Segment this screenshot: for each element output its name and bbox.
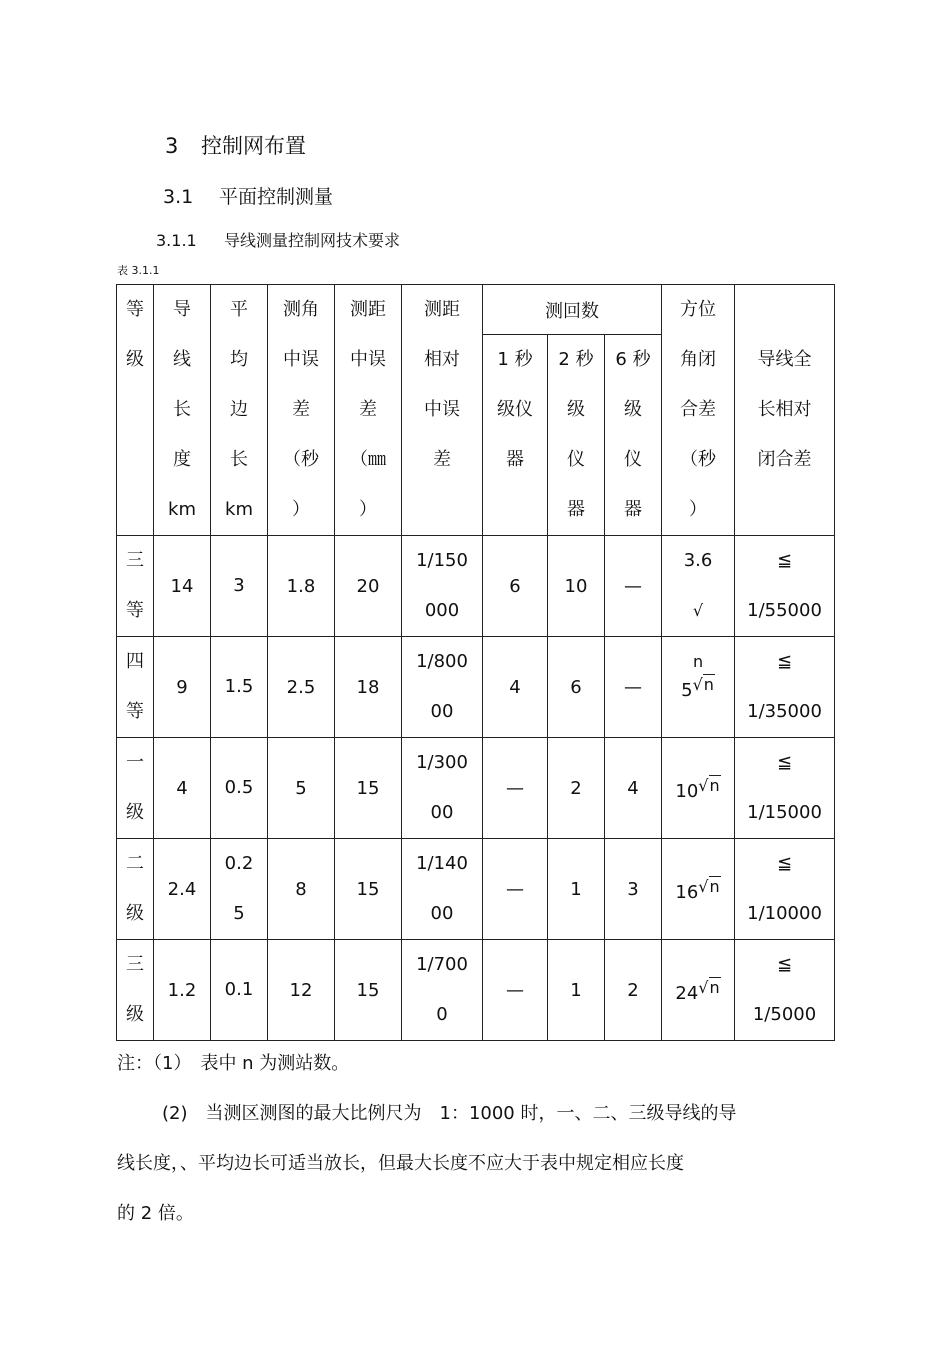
table-row	[117, 940, 835, 1041]
cell-line: km	[225, 499, 253, 520]
cell-line: 导线全	[757, 349, 812, 370]
table-row	[117, 637, 835, 738]
cell-angle-error: 12	[268, 940, 335, 1041]
cell-line: 导	[173, 299, 191, 320]
cell-grade	[117, 738, 154, 839]
sqrt-n-formula	[693, 674, 715, 695]
cell-distance-error: 20	[335, 536, 402, 637]
cell-line: 级	[126, 802, 144, 823]
cell-avg-side	[211, 536, 268, 637]
cell-line: 一	[126, 752, 144, 773]
cell-line: 1/700	[416, 954, 468, 975]
sqrt-n-formula	[698, 977, 720, 998]
section-heading-3-1	[163, 182, 333, 209]
cell-line: 平	[230, 299, 248, 320]
note-1: 注：（1） 表中 n 为测站数。	[117, 1053, 350, 1074]
cell-rounds-2s: 2	[548, 738, 605, 839]
cell-grade	[117, 940, 154, 1041]
cell-rounds-1s: —	[483, 738, 548, 839]
cell-line: 测距	[350, 299, 386, 320]
cell-line: 均	[230, 349, 248, 370]
cell-line: 1 秒	[497, 349, 533, 370]
cell-rounds-2s: 6	[548, 637, 605, 738]
cell-line: 1/35000	[747, 701, 822, 722]
cell-line: ≦	[776, 550, 793, 571]
cell-line: 相对	[424, 349, 460, 370]
header-6-second	[605, 335, 662, 536]
cell-relative-error	[402, 839, 483, 940]
header-1-second	[483, 335, 548, 536]
cell-rounds-6s: 3	[605, 839, 662, 940]
cell-line: 角闭	[680, 349, 717, 370]
cell-line: 方位	[680, 299, 717, 320]
cell-grade	[117, 839, 154, 940]
cell-line: 000	[424, 600, 460, 621]
cell-relative-closure	[735, 536, 835, 637]
sqrt-variable: n	[709, 977, 720, 997]
cell-line: 1/5000	[752, 1004, 817, 1025]
cell-line: ≦	[776, 954, 793, 975]
cell-grade	[117, 637, 154, 738]
sqrt-variable: n	[709, 775, 720, 795]
radical-sign: √	[692, 601, 704, 620]
note-3: 线长度，、平均边长可适当放长，但最大长度不应大于表中规定相应长度	[117, 1153, 684, 1174]
cell-rounds-1s: 4	[483, 637, 548, 738]
section-heading-3-1-1	[156, 228, 400, 251]
cell-avg-side	[211, 940, 268, 1041]
cell-line: 级	[126, 1004, 144, 1025]
cell-length: 14	[154, 536, 211, 637]
section-number: 3	[165, 134, 179, 158]
cell-line: 6 秒	[615, 349, 651, 370]
cell-line: 00	[430, 701, 454, 722]
cell-line: 级	[567, 399, 585, 420]
cell-relative-closure	[735, 637, 835, 738]
header-relative-closure	[735, 285, 835, 536]
sqrt-variable: n	[692, 636, 704, 687]
note-2: (2) 当测区测图的最大比例尺为 1：1000 时，一、二、三级导线的导	[162, 1103, 737, 1124]
cell-rounds-2s: 1	[548, 940, 605, 1041]
cell-line: 四	[126, 651, 144, 672]
section-heading-3	[165, 130, 306, 160]
cell-line: 器	[624, 499, 642, 520]
radical-sign: √	[692, 674, 703, 694]
header-angle-error	[268, 285, 335, 536]
cell-rounds-6s: 2	[605, 940, 662, 1041]
cell-line: ≦	[776, 651, 793, 672]
radical-sign: √	[698, 876, 709, 896]
cell-avg-side	[211, 738, 268, 839]
cell-line: 长	[173, 399, 191, 420]
cell-grade	[117, 536, 154, 637]
cell-azimuth-closure	[662, 536, 735, 671]
cell-line: 1/10000	[747, 903, 822, 924]
header-relative-error	[402, 285, 483, 536]
cell-line: 0.1	[224, 979, 254, 1000]
cell-relative-closure	[735, 940, 835, 1041]
cell-line: 测距	[424, 299, 460, 320]
cell-relative-error	[402, 637, 483, 738]
cell-line: 差	[359, 399, 377, 420]
cell-length: 2.4	[154, 839, 211, 940]
cell-line: 0.2	[224, 853, 254, 874]
cell-line: （秒	[680, 449, 717, 470]
cell-line: 3	[233, 575, 245, 596]
cell-rounds-2s: 1	[548, 839, 605, 940]
cell-line: ）	[292, 499, 310, 520]
cell-line: 器	[567, 499, 585, 520]
cell-line: 差	[292, 399, 310, 420]
cell-line: 长相对	[757, 399, 812, 420]
cell-relative-error	[402, 738, 483, 839]
table-row	[117, 738, 835, 839]
header-avg-side	[211, 285, 268, 536]
cell-distance-error: 15	[335, 738, 402, 839]
cell-line: 线	[173, 349, 191, 370]
cell-line: 等	[126, 600, 144, 621]
table-row	[117, 536, 835, 637]
cell-angle-error: 1.8	[268, 536, 335, 637]
azimuth-coefficient: 24	[675, 982, 699, 1004]
cell-relative-closure	[735, 738, 835, 839]
sqrt-n-formula	[692, 586, 704, 671]
cell-rounds-6s: —	[605, 536, 662, 637]
cell-line: 仪	[567, 449, 585, 470]
cell-rounds-2s: 10	[548, 536, 605, 637]
table-row	[117, 839, 835, 940]
cell-line: 1/150	[416, 550, 468, 571]
cell-line: ≦	[776, 752, 793, 773]
table-caption: 表 3.1.1	[117, 264, 160, 277]
cell-line: 三	[126, 550, 144, 571]
cell-angle-error: 2.5	[268, 637, 335, 738]
cell-line: （秒	[283, 449, 319, 470]
cell-line: 2 秒	[558, 349, 594, 370]
cell-line: 器	[506, 449, 524, 470]
cell-line: 1.5	[224, 676, 254, 697]
cell-line: 二	[126, 853, 144, 874]
cell-rounds-1s: —	[483, 839, 548, 940]
cell-avg-side	[211, 637, 268, 738]
azimuth-coefficient: 16	[675, 881, 699, 903]
cell-length: 4	[154, 738, 211, 839]
cell-line: 5	[233, 903, 245, 924]
cell-line: 合差	[680, 399, 717, 420]
traverse-spec-table	[116, 284, 835, 1041]
sqrt-variable: n	[703, 674, 714, 694]
cell-line: 级仪	[497, 399, 533, 420]
header-rounds: 测回数	[483, 285, 662, 335]
cell-line: 三	[126, 954, 144, 975]
cell-rounds-1s: —	[483, 940, 548, 1041]
cell-line: 级	[126, 903, 144, 924]
cell-line: 1/800	[416, 651, 468, 672]
cell-distance-error: 18	[335, 637, 402, 738]
cell-rounds-6s: —	[605, 637, 662, 738]
cell-azimuth-closure	[662, 738, 735, 839]
header-azimuth-closure	[662, 285, 735, 536]
cell-line: 中误	[283, 349, 319, 370]
cell-line: km	[168, 499, 196, 520]
cell-rounds-1s: 6	[483, 536, 548, 637]
radical-sign: √	[698, 977, 709, 997]
cell-distance-error: 15	[335, 839, 402, 940]
section-title: 导线测量控制网技术要求	[224, 231, 401, 250]
section-title: 控制网布置	[201, 134, 306, 158]
cell-line: 1/55000	[747, 600, 822, 621]
cell-line: 中误	[424, 399, 460, 420]
cell-azimuth-closure	[662, 839, 735, 940]
cell-distance-error: 15	[335, 940, 402, 1041]
cell-length: 1.2	[154, 940, 211, 1041]
radical-sign: √	[698, 775, 709, 795]
header-2-second	[548, 335, 605, 536]
cell-line: 0.5	[224, 777, 254, 798]
cell-line: 测角	[283, 299, 319, 320]
header-length	[154, 285, 211, 536]
note-4: 的 2 倍。	[117, 1203, 194, 1224]
cell-relative-error	[402, 536, 483, 637]
cell-line: 长	[230, 449, 248, 470]
azimuth-coefficient: 5	[681, 679, 693, 701]
header-distance-error	[335, 285, 402, 536]
cell-avg-side	[211, 839, 268, 940]
cell-length: 9	[154, 637, 211, 738]
cell-angle-error: 5	[268, 738, 335, 839]
cell-line: 级	[624, 399, 642, 420]
cell-line: 度	[173, 449, 191, 470]
cell-line: 0	[436, 1004, 448, 1025]
cell-line: ≦	[776, 853, 793, 874]
sqrt-variable: n	[709, 876, 720, 896]
cell-rounds-6s: 4	[605, 738, 662, 839]
cell-line: 差	[433, 449, 451, 470]
cell-azimuth-closure	[662, 940, 735, 1041]
sqrt-n-formula	[698, 775, 720, 796]
cell-line: 1/140	[416, 853, 468, 874]
cell-line: 中误	[350, 349, 386, 370]
cell-line: 等	[126, 299, 144, 320]
cell-line: ）	[359, 499, 377, 520]
cell-angle-error: 8	[268, 839, 335, 940]
cell-line: （㎜	[350, 449, 386, 470]
cell-line: 1/300	[416, 752, 468, 773]
sqrt-n-formula	[698, 876, 720, 897]
azimuth-coefficient: 3.6	[683, 550, 713, 571]
cell-line: 级	[126, 349, 144, 370]
cell-line: 1/15000	[747, 802, 822, 823]
cell-relative-closure	[735, 839, 835, 940]
cell-relative-error	[402, 940, 483, 1041]
cell-line: 00	[430, 802, 454, 823]
cell-line: 00	[430, 903, 454, 924]
section-title: 平面控制测量	[219, 186, 334, 208]
azimuth-coefficient: 10	[675, 780, 699, 802]
cell-line: 等	[126, 701, 144, 722]
cell-line: 边	[230, 399, 248, 420]
cell-line: 闭合差	[757, 449, 812, 470]
section-number: 3.1.1	[156, 231, 197, 250]
cell-line: 仪	[624, 449, 642, 470]
section-number: 3.1	[163, 186, 194, 208]
header-grade	[117, 285, 154, 536]
cell-line: ）	[689, 499, 708, 520]
